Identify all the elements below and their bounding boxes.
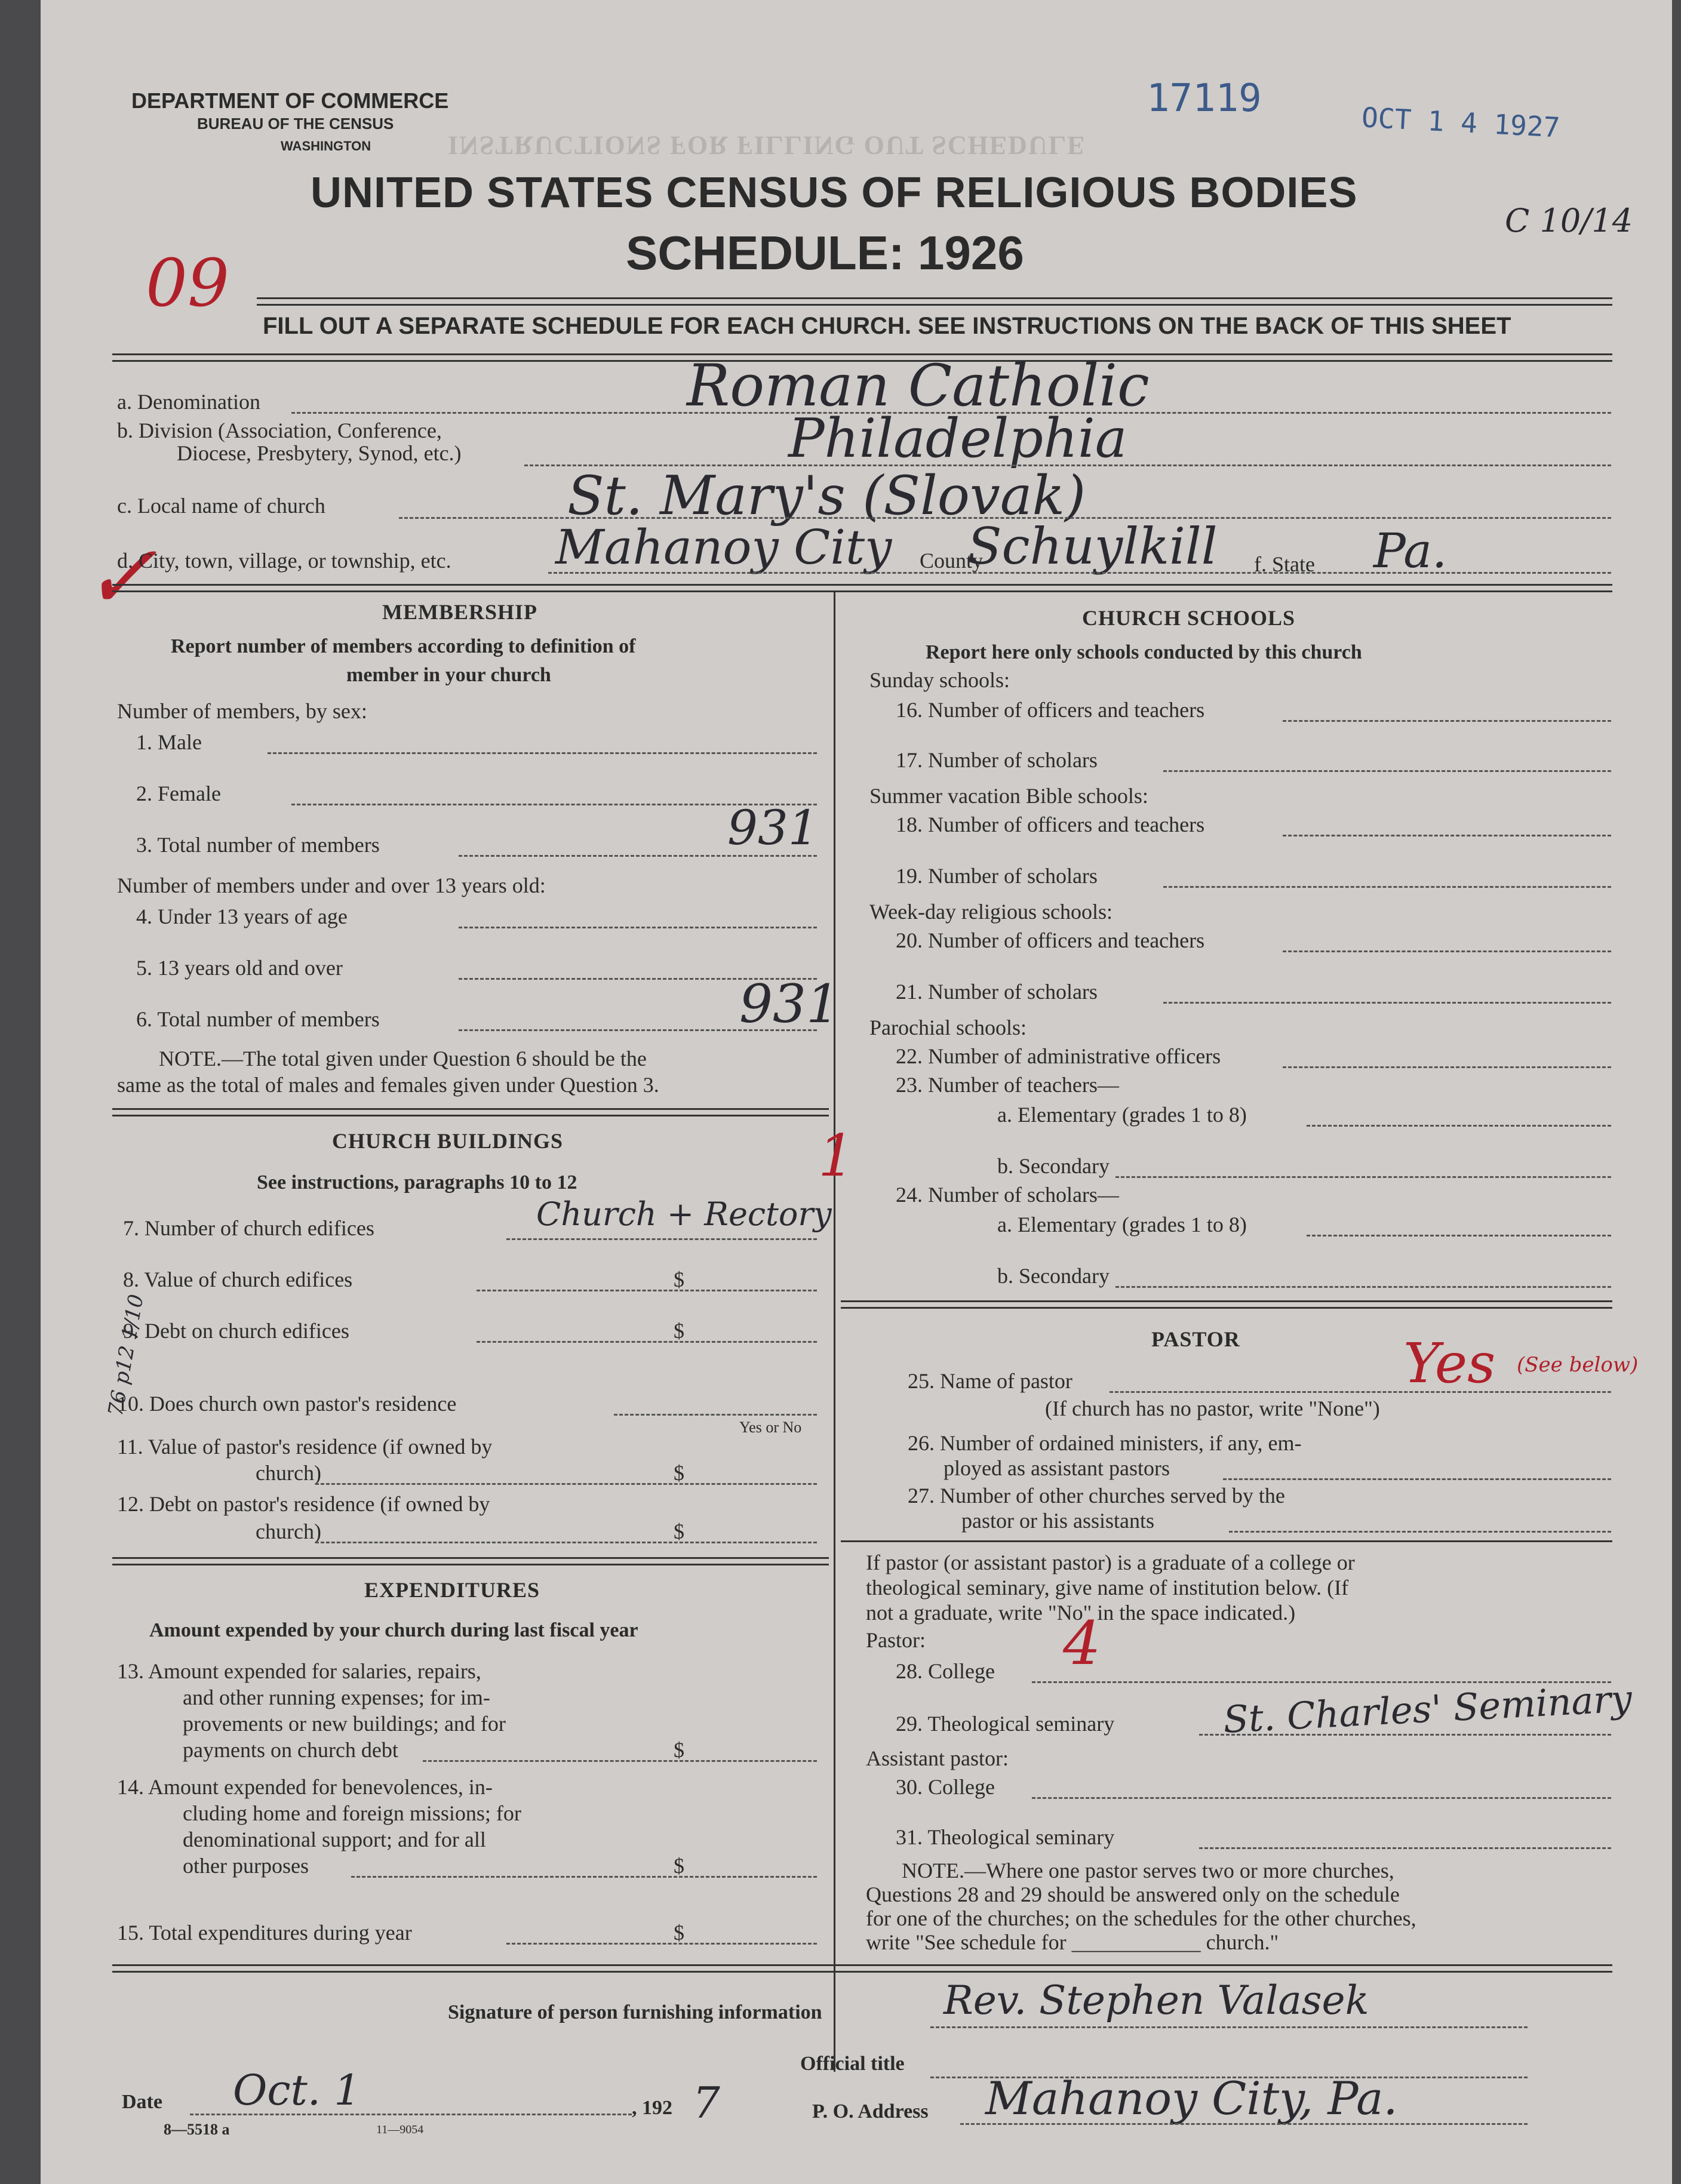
church-name-value: St. Mary's (Slovak) [567,465,1086,527]
buildings-intro: See instructions, paragraphs 10 to 12 [257,1171,577,1193]
date-line [190,2114,632,2115]
expenditures-intro: Amount expended by your church during last fiscal year [149,1619,638,1641]
q16: 16. Number of officers and teachers [896,698,1205,722]
q18-line [1283,835,1611,836]
form-subtitle: SCHEDULE: 1926 [626,226,1024,279]
q24a: a. Elementary (grades 1 to 8) [997,1213,1247,1236]
by-age-label: Number of members under and over 13 years old: [117,873,546,897]
q22-line [1283,1066,1611,1068]
church-name-label: c. Local name of church [117,494,325,518]
division-label-2: Diocese, Presbytery, Synod, etc.) [177,441,462,465]
city-label: WASHINGTON [281,139,371,153]
q29-line [1199,1734,1611,1736]
q18: 18. Number of officers and teachers [896,813,1205,836]
division-value: Philadelphia [788,407,1127,470]
q9-line [477,1341,817,1343]
q24: 24. Number of scholars— [896,1183,1119,1207]
q27-other-churches: 27. Number of other churches served by the [908,1484,1285,1508]
q31-seminary: 31. Theological seminary [896,1825,1115,1849]
q15-answer-line [506,1943,817,1945]
corner-mark: C 10/14 [1505,202,1633,239]
yes-no-hint: Yes or No [739,1419,802,1436]
year-prefix: , 192 [632,2097,672,2119]
margin-note: 76 p12 1/10 [103,1292,149,1419]
column-divider [834,591,835,2072]
q11-line [315,1483,817,1485]
q10-line [614,1414,817,1416]
membership-intro: Report number of members according to definition of [171,635,636,657]
bureau-label: BUREAU OF THE CENSUS [197,115,394,133]
q27-line [1229,1531,1611,1533]
census-schedule-sheet [41,0,1672,2184]
q15-total-exp: 15. Total expenditures during year [117,1921,412,1945]
q30-college: 30. College [896,1775,995,1799]
schools-title: CHURCH SCHOOLS [1082,606,1296,630]
q17: 17. Number of scholars [896,748,1098,772]
pastor-note-1: NOTE.—Where one pastor serves two or more churches, [902,1859,1394,1882]
membership-intro-2: member in your church [346,664,551,686]
q29-seminary: 29. Theological seminary [896,1712,1115,1736]
q22: 22. Number of administrative officers [896,1044,1221,1068]
q9-debt-edifices: 9. Debt on church edifices [123,1319,349,1343]
grad-note-3: not a graduate, write "No" in the space indicated.) [866,1601,1296,1625]
q12-line [315,1542,817,1543]
q14-answer-line [351,1876,817,1878]
pastor-note-4: write "See schedule for ____________ church." [866,1930,1279,1954]
q21-line [1163,1002,1611,1004]
state-label: f. State [1254,552,1315,576]
q25-name: 25. Name of pastor [908,1369,1072,1393]
year-value: 7 [693,2078,720,2128]
q26-line2: ployed as assistant pastors [944,1456,1170,1480]
by-sex-label: Number of members, by sex: [117,699,367,723]
q7-edifices: 7. Number of church edifices [123,1216,374,1240]
denomination-value: Roman Catholic [687,352,1150,419]
city-value: Mahanoy City [555,519,892,575]
q13-answer-line [423,1760,817,1762]
q2-female: 2. Female [136,782,221,805]
q11-value-residence: 11. Value of pastor's residence (if owned by [117,1435,493,1459]
q21: 21. Number of scholars [896,980,1098,1004]
ident-rule [112,584,1612,592]
instruction-line: FILL OUT A SEPARATE SCHEDULE FOR EACH CHURCH. SEE INSTRUCTIONS ON THE BACK OF THIS SHEET [263,313,1511,339]
q23b-line [1115,1176,1611,1178]
q25-hint: (If church has no pastor, write "None") [1045,1396,1380,1420]
expenditures-title: EXPENDITURES [364,1578,540,1602]
buildings-title: CHURCH BUILDINGS [332,1129,564,1153]
q4-under13: 4. Under 13 years of age [136,905,348,928]
q13-line4: payments on church debt [183,1738,398,1762]
q11-church: church) [256,1461,321,1485]
q8-dollar: $ [674,1268,684,1291]
q24a-line [1307,1235,1611,1236]
weekday-label: Week-day religious schools: [869,900,1113,924]
grad-note-2: theological seminary, give name of institution below. (If [866,1576,1349,1599]
q5-13over: 5. 13 years old and over [136,956,343,980]
q14-dollar: $ [674,1854,684,1878]
red-check-mark: ✓ [82,525,158,629]
q28-value: 4 [1063,1608,1101,1678]
q7-handwritten: Church + Rectory [536,1195,832,1233]
q12-church: church) [256,1519,321,1543]
q1-line [268,752,817,754]
membership-note: NOTE.—The total given under Question 6 should be the [159,1047,647,1071]
denomination-label: a. Denomination [117,390,260,414]
q6-line [459,1029,817,1031]
print-number: 11—9054 [376,2123,424,2136]
county-label: County [920,549,984,573]
membership-rule [112,1108,829,1116]
q6-total: 6. Total number of members [136,1007,380,1031]
q3-line [459,855,817,857]
q4-line [459,927,817,928]
schools-rule [841,1300,1612,1309]
signature-label: Signature of person furnishing information [448,2001,822,2023]
q27-line2: pastor or his assistants [961,1509,1154,1533]
q12-debt-residence: 12. Debt on pastor's residence (if owned by [117,1492,490,1516]
q20: 20. Number of officers and teachers [896,928,1205,952]
q13-running: 13. Amount expended for salaries, repairs, [117,1659,481,1683]
po-address-label: P. O. Address [812,2100,929,2123]
q24b: b. Secondary [997,1264,1110,1288]
q9-dollar: $ [674,1319,684,1343]
buildings-rule [112,1557,829,1565]
membership-title: MEMBERSHIP [382,600,538,624]
q13-dollar: $ [674,1738,684,1762]
grad-note-1: If pastor (or assistant pastor) is a graduate of a college or [866,1551,1355,1574]
q7-line [506,1238,817,1240]
schools-intro: Report here only schools conducted by this church [926,641,1362,663]
state-value: Pa. [1373,523,1448,579]
footer-rule [112,1964,1612,1973]
q14-line4: other purposes [183,1854,309,1878]
pastor-rule [841,1540,1612,1542]
q12-dollar: $ [674,1519,684,1543]
stamp-number: 17119 [1147,76,1262,121]
q1-male: 1. Male [136,730,202,754]
q8-value-edifices: 8. Value of church edifices [123,1268,353,1291]
q26-line [1223,1478,1611,1480]
q7-red-value: 1 [818,1122,855,1189]
form-number: 8—5518 a [164,2121,230,2138]
q17-line [1163,770,1611,772]
dept-label: DEPARTMENT OF COMMERCE [131,88,449,113]
q29-value: St. Charles' Seminary [1222,1677,1633,1742]
q31-line [1199,1847,1611,1849]
q28-college: 28. College [896,1659,995,1683]
q14-line2: cluding home and foreign missions; for [183,1801,521,1825]
q19: 19. Number of scholars [896,864,1098,888]
division-label: b. Division (Association, Conference, [117,419,442,442]
bleed-through-text: INSTRUCTIONS FOR FILLING OUT SCHEDULE [448,131,1086,160]
header-rule [257,297,1612,306]
date-label: Date [122,2091,162,2113]
city-line [548,572,1611,574]
q23b: b. Secondary [997,1154,1110,1178]
summer-label: Summer vacation Bible schools: [869,784,1148,808]
q23a-line [1307,1125,1611,1127]
q23: 23. Number of teachers— [896,1073,1119,1097]
signature-value: Rev. Stephen Valasek [944,1977,1369,2023]
q25-see-below: (See below) [1517,1353,1639,1377]
q25-line [1110,1391,1611,1393]
q15-dollar: $ [674,1921,684,1945]
signature-line [930,2026,1528,2028]
q25-value: Yes [1403,1331,1496,1395]
q26-assistants: 26. Number of ordained ministers, if any, em- [908,1431,1302,1455]
q19-line [1163,886,1611,888]
q13-line3: provements or new buildings; and for [183,1712,506,1736]
membership-note-2: same as the total of males and females given under Question 3. [117,1073,659,1097]
form-title: UNITED STATES CENSUS OF RELIGIOUS BODIES [311,169,1358,217]
official-title-label: Official title [800,2053,905,2075]
received-stamp: OCT 1 4 1927 [1360,101,1561,144]
date-value: Oct. 1 [233,2066,361,2115]
q24b-line [1115,1286,1611,1288]
q10-owns-residence: 10. Does church own pastor's residence [117,1392,457,1416]
pastor-note-3: for one of the churches; on the schedules for the other churches, [866,1906,1416,1930]
city-label: d. City, town, village, or township, etc. [117,549,451,573]
q16-line [1283,720,1611,722]
q6-value: 931 [739,973,840,1035]
q8-line [477,1290,817,1291]
assistant-label: Assistant pastor: [866,1746,1009,1770]
county-value: Schuylkill [967,517,1218,576]
q30-line [1032,1797,1611,1799]
q3-value: 931 [727,800,819,856]
q13-line2: and other running expenses; for im- [183,1685,490,1709]
pastor-note-2: Questions 28 and 29 should be answered only on the schedule [866,1882,1400,1906]
q23a: a. Elementary (grades 1 to 8) [997,1103,1247,1127]
sunday-label: Sunday schools: [869,668,1010,692]
q3-total: 3. Total number of members [136,833,380,857]
q20-line [1283,950,1611,952]
pastor-title: PASTOR [1151,1327,1240,1351]
q11-dollar: $ [674,1461,684,1485]
pastor-label: Pastor: [866,1628,926,1652]
red-ink-number: 09 [146,245,229,321]
po-address-line [960,2123,1528,2125]
q14-line3: denominational support; and for all [183,1828,486,1851]
q14-benevolences: 14. Amount expended for benevolences, in- [117,1775,493,1799]
po-address-value: Mahanoy City, Pa. [985,2072,1398,2125]
parochial-label: Parochial schools: [869,1016,1027,1039]
